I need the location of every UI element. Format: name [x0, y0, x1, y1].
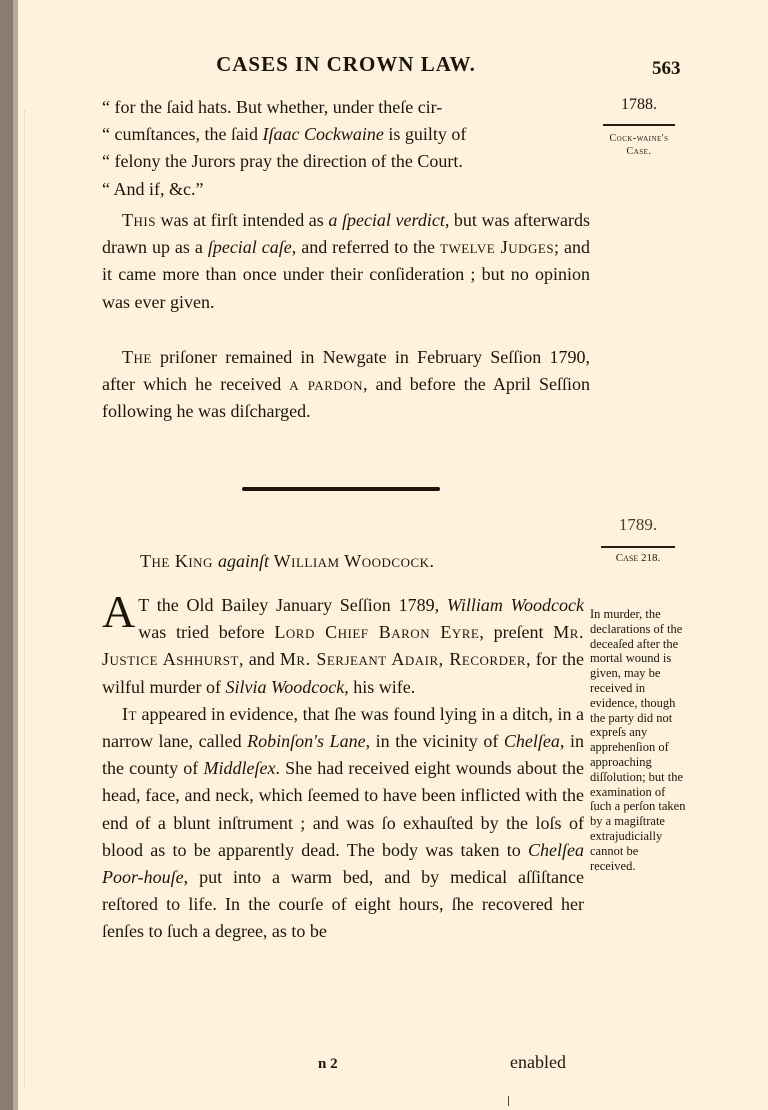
quote-line: “ And if, &c.” [102, 178, 204, 199]
quote-line: “ felony the Jurors pray the direction of the Court. [102, 151, 463, 172]
binding-shadow [13, 0, 18, 1110]
margin-note-declarations: In murder, the declarations of the deceaſed after the mortal wound is given, may be received in evidence, though the party did not expreſs any apprehenſion of approaching diſſolution; but the examination of ſuch a perſon taken by a magiſtrate extrajudicially cannot be received. [590, 607, 686, 873]
catchword: enabled [510, 1052, 566, 1072]
page-number: 563 [652, 58, 681, 79]
case-title: The King againſt William Woodcock. [140, 551, 435, 571]
paragraph-pardon: The priſoner remained in Newgate in February Seſſion 1790, after which he received a pardon, and before the April Seſſion following he was diſcharged. [102, 347, 590, 422]
margin-year: 1789. [618, 515, 658, 534]
signature-mark: n 2 [318, 1056, 338, 1072]
bottom-tick-mark [508, 1096, 509, 1106]
margin-year: 1788. [621, 96, 657, 113]
case-number: Case 218. [615, 552, 661, 564]
paragraph-special-case: This was at firſt intended as a ſpecial verdict, but was afterwards drawn up as a ſpecial caſe, and referred to the twelve Judges; and it came more than once under their conſideration ; but no opinion was ever given. [102, 210, 591, 312]
margin-note-new-case [597, 515, 679, 564]
margin-rule [601, 546, 675, 548]
case-body [102, 586, 585, 946]
running-head: CASES IN CROWN LAW. [216, 52, 476, 76]
quoted-verdict-block [102, 94, 590, 203]
quote-line: “ for the ſaid hats. But whether, under theſe cir- [102, 97, 443, 117]
margin-case-name: Cock-waine's Case. [609, 133, 669, 157]
book-binding-edge [0, 0, 13, 1110]
paragraph-evidence: It appeared in evidence, that ſhe was found lying in a ditch, in a narrow lane, called Robinſon's Lane, in the vicinity of Chelſea, in the county of Middleſex. She had received eight wounds about the head, face, and neck, which ſeemed to have been inflicted with the end of a blunt inſtrument ; and was ſo exhauſted by the loſs of blood as to be apparently dead. The body was taken to Chelſea Poor-houſe, put into a warm bed, and by medical aſſiſtance reſtored to life. In the courſe of eight hours, ſhe recovered her ſenſes to ſuch a degree, as to be [102, 703, 584, 942]
case-separator-rule [242, 487, 440, 491]
margin-note-prev-case [603, 96, 675, 158]
gutter-bleedthrough [24, 110, 45, 1090]
quote-line: “ cumſtances, the ſaid Iſaac Cockwaine is guilty of [102, 124, 467, 145]
paragraph-trial: A T the Old Bailey January Seſſion 1789, William Woodcock was tried before Lord Chief Baron Eyre, preſent Mr. Justice Ashhurst, and Mr. Serjeant Adair, Recorder, for the wilful murder of Silvia Woodcock, his wife. [102, 586, 585, 697]
margin-rule [603, 124, 675, 126]
drop-cap: A [102, 586, 136, 637]
